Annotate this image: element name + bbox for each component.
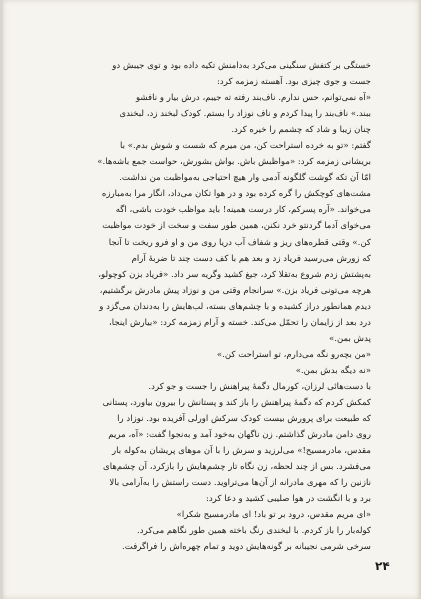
text-line: می‌خواند. «آره پسرکم، کار درست همینه! باید مواظب خودت باشی، اگه xyxy=(115,205,371,216)
page-number: ۲۴ xyxy=(375,559,390,573)
text-line: «نه دیگه بدش بمن.» xyxy=(295,365,371,376)
text-line: «من بچه‌رو نگه می‌دارم، تو استراحت کن.» xyxy=(216,349,371,360)
text-line: دیدم همانطور دراز کشیده و با چشم‌های بسته، لب‌هایش را به‌دندان می‌گزد و xyxy=(99,301,371,312)
text-line: که زورش می‌رسید فریاد زد و بعد هم با کف دست چند تا ضربهٔ آرام xyxy=(131,253,371,264)
text-line: مشت‌های کوچکش را گره کرده بود و در هوا تکان می‌داد، انگار مرا به‌مبارزه xyxy=(101,189,371,200)
text-line: بریشانی زمزمه کرد: «مواظبش باش. بواش بشورش، حواست جمع باشه‌ها.» xyxy=(97,157,371,168)
text-line: هرچه می‌تونی فریاد بزن.» سرانجام وقتی من و نوزاد پیش مادرش برگشتیم، xyxy=(99,285,371,296)
text-line: می‌فشرد. بس از چند لحظه، زن نگاه تار چشم‌هایش را بازکرد، آن چشم‌های xyxy=(102,462,371,473)
book-page xyxy=(3,0,419,599)
text-line: «ای مریم مقدس، درود بر تو باد! ای مادرمسیح شکرا» xyxy=(176,510,371,521)
text-line: کمکش کردم که دگمهٔ پیراهنش را باز کند و پستانش را بیرون بیاورد، پستانی xyxy=(102,397,371,408)
text-line: که طبیعت برای پرورش بیست کودک سرکش اورلی آفریده بود. نوزاد را xyxy=(117,414,371,425)
text-line: چنان زیبا و شاد که چشمم را خیره کرد. xyxy=(231,125,371,136)
text-line: ببند.» ناف‌بند را پیدا کردم و ناف نوزاد را بستم. کودک لبخند زد، لبخندی xyxy=(119,109,371,120)
text-line: مقدس، مادرمسیح!» می‌لرزید و سرش را با آن موهای پریشان به‌کوله بار xyxy=(111,446,371,457)
text-line: نازنین را که مهری مادرانه از آن‌ها می‌تراوید. دست راستش را به‌آرامی بالا xyxy=(109,478,371,489)
text-line: روی دامن مادرش گذاشتم. زن ناگهان به‌خود آمد و به‌نجوا گفت: «آه، مریم xyxy=(108,430,371,441)
text-line: کن.» وقتی قطره‌های ریز و شفاف آب دریا روی من و او فرو ریخت تا آنجا xyxy=(108,237,371,248)
text-line: برد و با انگشت در هوا صلیبی کشید و دعا کرد: xyxy=(205,494,371,505)
text-line: می‌خوای آدما گردنتو خرد نکنن، همین طور سفت و سخت از خودت مواظبت xyxy=(102,221,371,232)
text-line: پدش بمن.» xyxy=(328,333,371,344)
text-line: درد بعد از زایمان را تحمّل می‌کند. خسته و آرام زمزمه کرد: «بیارش اینجا، xyxy=(108,317,371,328)
text-line: با دست‌هائی لرزان، کورمال دگمهٔ پیراهنش را جست و جو کرد. xyxy=(148,381,371,392)
text-line: سرخی شرمی نجیبانه بر گونه‌هایش دوید و تمام چهره‌اش را فراگرفت. xyxy=(122,542,371,553)
text-line: «آه نمی‌توانم، حس ندارم. ناف‌بند رفته ته جیبم، درش بیار و نافشو xyxy=(135,93,371,104)
text-line: کوله‌بار را باز کردم. با لبخندی رنگ باخته همین طور نگاهم می‌کرد. xyxy=(137,526,371,537)
text-line: جست و جوی چیزی بود. آهسته زمزمه کرد: xyxy=(217,77,371,88)
text-line: خستگی بر کتفش سنگینی می‌کرد به‌دامنش تکیه داده بود و توی جیبش دو xyxy=(112,61,371,71)
text-line: امّا آن تکه گوشت گلگونه آدمی وار هیچ احتیاجی به‌مواظبت من نداشت. xyxy=(119,173,371,184)
text-line: گفتم: «تو به خرده استراحت کن، من میرم که شست و شوش بدم.» با xyxy=(119,141,371,152)
body-text xyxy=(65,58,371,555)
text-line: به‌پشتش زدم شروع به‌تقلا کرد، جیغ کشید وگریه سر داد. «فریاد بزن کوچولو، xyxy=(98,269,371,280)
